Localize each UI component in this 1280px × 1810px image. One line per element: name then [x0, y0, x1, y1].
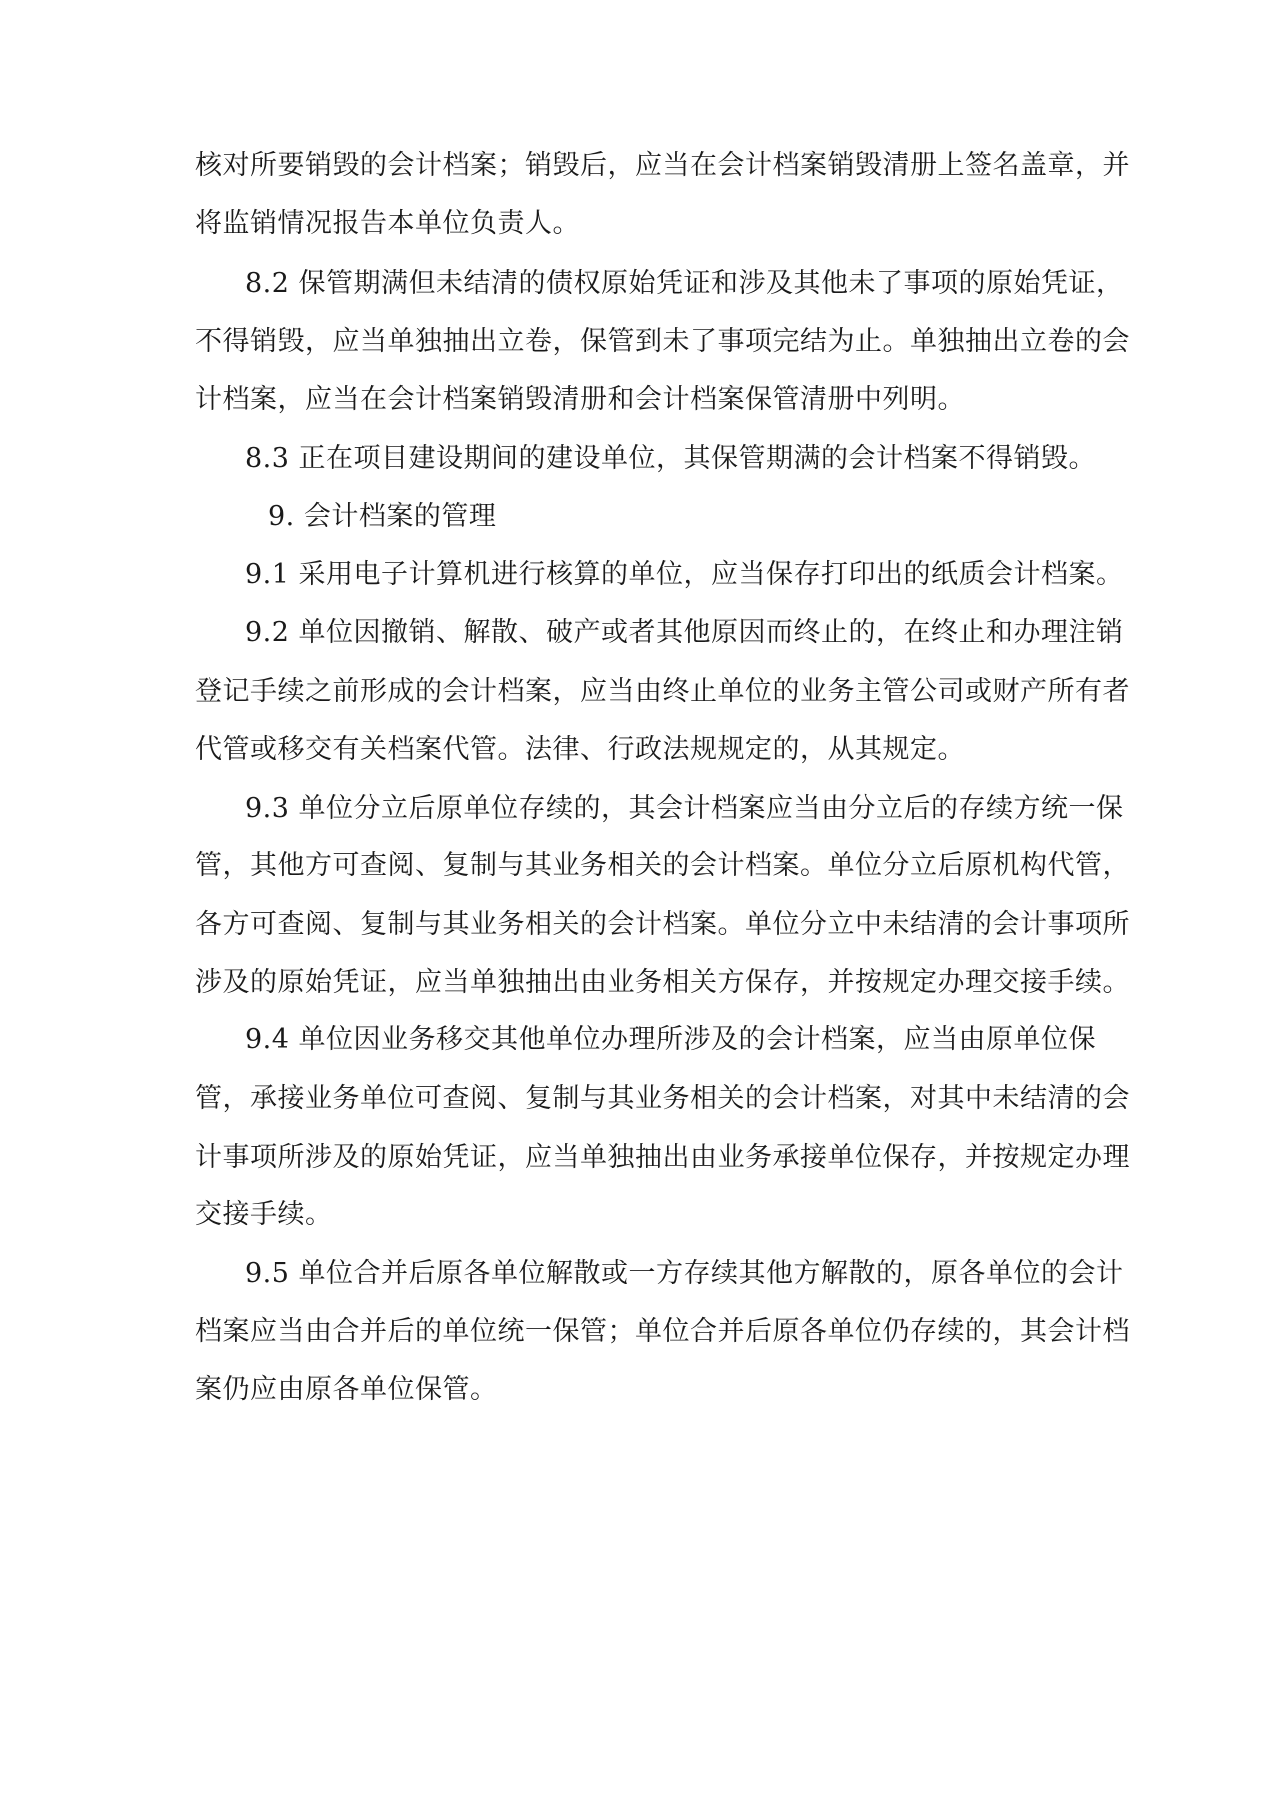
paragraph-line: 涉及的原始凭证，应当单独抽出由业务相关方保存，并按规定办理交接手续。 [195, 967, 1130, 998]
paragraph-line: 计档案，应当在会计档案销毁清册和会计档案保管清册中列明。 [195, 384, 965, 415]
paragraph-line: 计事项所涉及的原始凭证，应当单独抽出由业务承接单位保存，并按规定办理 [195, 1142, 1130, 1173]
paragraph-line: 不得销毁，应当单独抽出立卷，保管到未了事项完结为止。单独抽出立卷的会 [195, 326, 1130, 357]
paragraph-line: 核对所要销毁的会计档案；销毁后，应当在会计档案销毁清册上签名盖章，并 [195, 150, 1130, 181]
paragraph-line: 案仍应由原各单位保管。 [195, 1374, 498, 1405]
paragraph-line: 8.3 正在项目建设期间的建设单位，其保管期满的会计档案不得销毁。 [245, 443, 1097, 474]
section-heading: 9. 会计档案的管理 [268, 501, 497, 532]
paragraph-line: 将监销情况报告本单位负责人。 [195, 208, 580, 239]
paragraph-line: 9.1 采用电子计算机进行核算的单位，应当保存打印出的纸质会计档案。 [245, 559, 1124, 590]
paragraph-line: 8.2 保管期满但未结清的债权原始凭证和涉及其他未了事项的原始凭证， [245, 268, 1124, 299]
paragraph-line: 9.2 单位因撤销、解散、破产或者其他原因而终止的，在终止和办理注销 [245, 617, 1124, 648]
paragraph-line: 登记手续之前形成的会计档案，应当由终止单位的业务主管公司或财产所有者 [195, 676, 1130, 707]
paragraph-line: 9.5 单位合并后原各单位解散或一方存续其他方解散的，原各单位的会计 [245, 1258, 1124, 1289]
paragraph-line: 9.3 单位分立后原单位存续的，其会计档案应当由分立后的存续方统一保 [245, 793, 1124, 824]
paragraph-line: 管，其他方可查阅、复制与其业务相关的会计档案。单位分立后原机构代管， [195, 850, 1130, 881]
paragraph-line: 各方可查阅、复制与其业务相关的会计档案。单位分立中未结清的会计事项所 [195, 909, 1130, 940]
paragraph-line: 档案应当由合并后的单位统一保管；单位合并后原各单位仍存续的，其会计档 [195, 1316, 1130, 1347]
paragraph-line: 交接手续。 [195, 1199, 333, 1230]
paragraph-line: 管，承接业务单位可查阅、复制与其业务相关的会计档案，对其中未结清的会 [195, 1083, 1130, 1114]
paragraph-line: 代管或移交有关档案代管。法律、行政法规规定的，从其规定。 [195, 734, 965, 765]
paragraph-line: 9.4 单位因业务移交其他单位办理所涉及的会计档案，应当由原单位保 [245, 1024, 1097, 1055]
